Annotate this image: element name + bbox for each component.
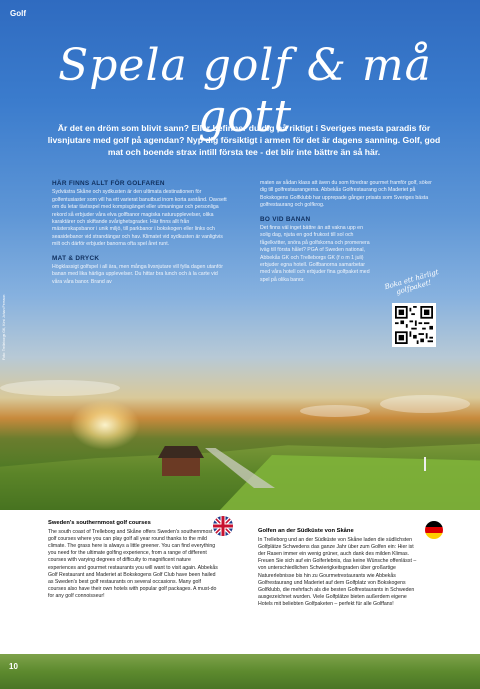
qr-code[interactable] (392, 303, 436, 347)
section-heading: BO VID BANAN (260, 215, 311, 223)
uk-flag-icon (213, 516, 233, 536)
english-summary (48, 520, 220, 600)
section-text: maten av sådan klass att även du som föredrar gourmet framför golf, söker dig till golfrestaurangerna. Abbekås Golfrestaurang och Maderiet på Bokskogens Golfklubb har upprepade gånger prisats som Sveriges bästa golfrestaurang och golfkrog. (260, 180, 432, 209)
sun (70, 400, 140, 450)
grass-strip (0, 654, 480, 689)
golf-flag (424, 457, 426, 471)
section-text: Högklassigt golfspel i all ära, men många livsnjutare vill fylla dagen utanför banan med lika härliga upplevelser. Du hittar bra lunch och à la carte vid våra våra banor. Brand av (52, 264, 223, 285)
cabin (158, 446, 204, 476)
german-title: Golfen an der Südküste von Skåne (258, 528, 354, 534)
section-heading: MAT & DRYCK (52, 254, 100, 262)
german-summary (258, 528, 418, 608)
hero-title: Spela golf & må gott (58, 40, 432, 142)
english-text: The south coast of Trelleborg and Skåne offers Sweden's southernmost golf courses where you can play golf all year round thanks to the mild climate. The grass here is always a little greener. You can find everything you need for the ultimate golfing experience, from a range of different courses with varying degrees of difficulty to magnificent nature experiences and gourmet restaurants you will want to visit again. Abbekås Golf Restaurant and Maderiet at Bokskogens Golf Club have been hailed as Sweden's best golf restaurants on several occasions. Many golf courses also have their own hotels with popular golf packages. A must-do for any golf connoisseur! (48, 529, 218, 599)
qr-caption: Boka ett härligt golfpaket! (383, 268, 440, 297)
german-text: In Trelleborg und an der Südküste von Skåne laden die südlichsten Golfplätze Schwedens das ganze Jahr über zum Golfen ein: Hier ist der Rasen immer ein wenig grüner, auch dank des milden Klimas. Freuen Sie sich auf ein Golferlebnis, das keine Wünsche offenlässt – von unterschiedlichen Schwierigkeitsgraden über großartige Naturerlebnisse bis hin zu Gourmetrestaurants wie Abbekås Golfrestaurang und Maderiet auf dem Golfplatz von Bokskogens Golfklubb, die mehrfach als die besten Golfrestaurants in Schweden ausgezeichnet wurden. Viele Golfplätze bieten außerdem eigene Hotels mit beliebten Golfpaketen – perfekt für alle Golffans! (258, 537, 417, 607)
cloud (300, 405, 370, 417)
cloud (380, 395, 470, 413)
cloud (0, 380, 120, 396)
section-text: Det finns väl inget bättre än att vakna upp en solig dag, njuta en god frukost till sol och fågelkvitter, snöra på golfskorna och promenera iväg till första hålet? PGA of Sweden national, Abbekås GK och Trelleborgs GK (f o m 1 juli) erbjuder egna hotell. Golfbanorna samarbetar med våra hotell och erbjuder fina golfpaket med spel på olika banor. (260, 225, 370, 283)
section-label: Golf (10, 9, 26, 18)
german-flag-icon (425, 521, 443, 539)
photo-credit: Foto: Trelleborgs GK, Kirsi Johan Persson (2, 294, 6, 360)
english-title: Sweden's southernmost golf courses (48, 520, 151, 526)
article-column-left (52, 180, 227, 292)
article-column-right (260, 180, 440, 290)
page-number: 10 (9, 662, 18, 671)
section-heading: HÄR FINNS ALLT FÖR GOLFAREN (52, 180, 165, 187)
lead-paragraph: Är det en dröm som blivit sann? Eller befinner du dig på riktigt i Sveriges mesta paradis för livsnjutare med golf på agendan? Nyp dig försiktigt i armen för det är dagens sanning. Golf, god mat och boende strax intill första tee - det blir inte bättre än så här. (47, 123, 441, 157)
qr-code-icon (395, 306, 433, 344)
qr-stamp[interactable] (370, 268, 462, 365)
section-text: Sydvästra Skåne och sydkusten är den ultimata destinationen för golfentusiaster som vill ha ett varierat banutbud inom korta avstånd. Oavsett om du letar tävlsspel med kompisgänget eller utmaningar och personliga rekord så erbjuder våra elva golfbanor magiska naturupplevelser, olika karaktärer och skiftande svårighetsgrader. Här finns allt från mästerskapsbanor i unik miljö, till parkbanor i bokskogen eller links och seasidebanor vid strandängar och hav. Klimatet vid sydkusten är vanligtvis milt och därför erbjuder banorna ofta spel året runt. (52, 189, 227, 248)
